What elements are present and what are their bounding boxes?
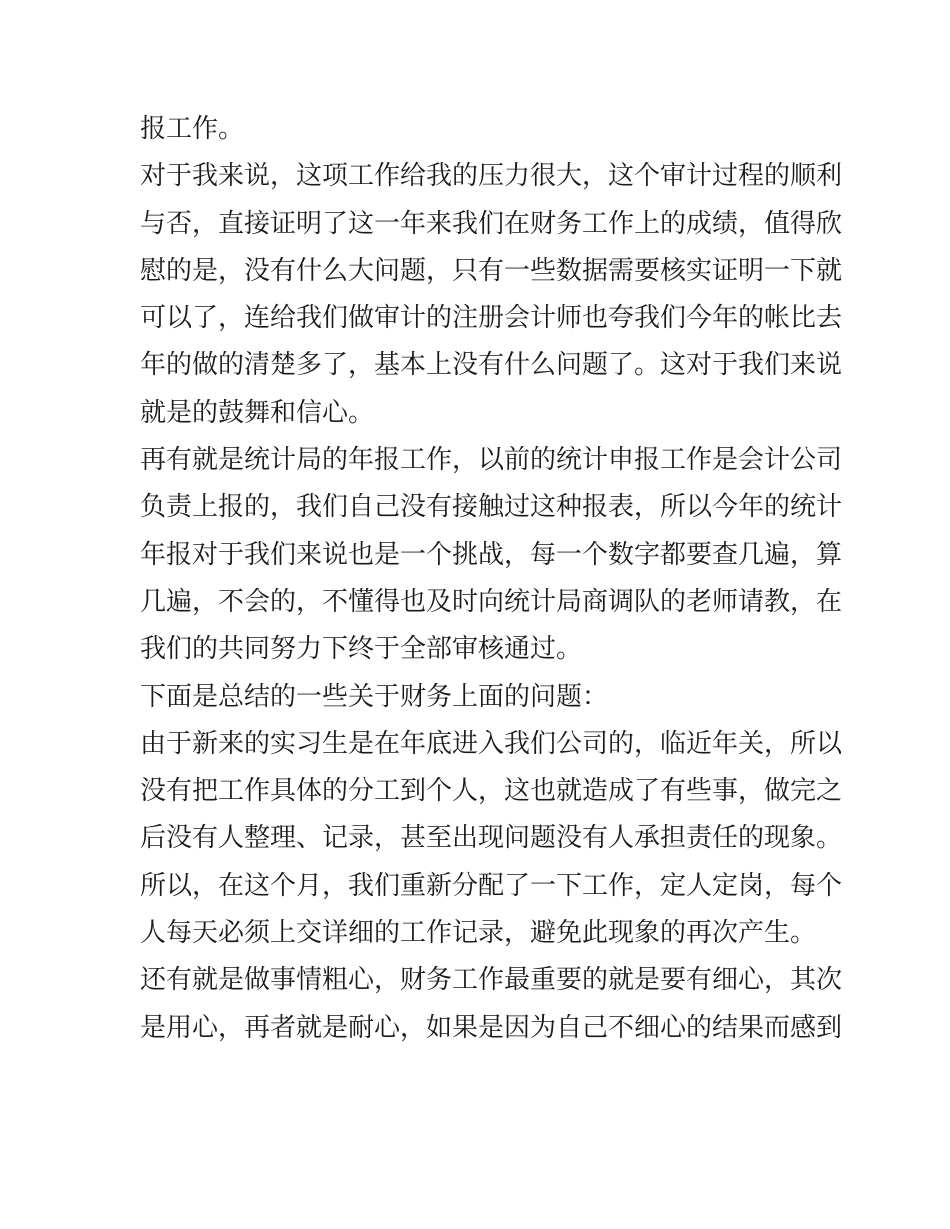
text-line: 没有把工作具体的分工到个人，这也就造成了有些事，做完之 bbox=[140, 776, 843, 807]
text-line: 负责上报的，我们自己没有接触过这种报表，所以今年的统计 bbox=[140, 492, 843, 523]
text-line: 所以，在这个月，我们重新分配了一下工作，定人定岗，每个 bbox=[140, 870, 843, 901]
text-line: 下面是总结的一些关于财务上面的问题： bbox=[140, 681, 609, 712]
text-line: 几遍，不会的，不懂得也及时向统计局商调队的老师请教，在 bbox=[140, 586, 843, 617]
text-line: 报工作。 bbox=[140, 114, 245, 144]
text-line: 慰的是，没有什么大问题，只有一些数据需要核实证明一下就 bbox=[140, 255, 843, 286]
text-line: 人每天必须上交详细的工作记录，避免此现象的再次产生。 bbox=[140, 918, 817, 949]
text-line: 就是的鼓舞和信心。 bbox=[140, 397, 375, 428]
text-line: 还有就是做事情粗心，财务工作最重要的就是要有细心，其次 bbox=[140, 965, 843, 996]
text-line: 再有就是统计局的年报工作，以前的统计申报工作是会计公司 bbox=[140, 445, 843, 476]
text-line: 我们的共同努力下终于全部审核通过。 bbox=[140, 634, 583, 665]
text-line: 由于新来的实习生是在年底进入我们公司的，临近年关，所以 bbox=[140, 728, 843, 759]
text-line: 年的做的清楚多了，基本上没有什么问题了。这对于我们来说 bbox=[140, 350, 843, 381]
text-line: 后没有人整理、记录，甚至出现问题没有人承担责任的现象。 bbox=[140, 823, 843, 854]
text-line: 是用心，再者就是耐心，如果是因为自己不细心的结果而感到 bbox=[140, 1012, 843, 1043]
document-body bbox=[140, 106, 843, 1052]
text-line: 可以了，连给我们做审计的注册会计师也夸我们今年的帐比去 bbox=[140, 303, 843, 334]
text-line: 对于我来说，这项工作给我的压力很大，这个审计过程的顺利 bbox=[140, 161, 843, 192]
text-line: 年报对于我们来说也是一个挑战，每一个数字都要查几遍，算 bbox=[140, 539, 843, 570]
text-line: 与否，直接证明了这一年来我们在财务工作上的成绩，值得欣 bbox=[140, 208, 843, 239]
